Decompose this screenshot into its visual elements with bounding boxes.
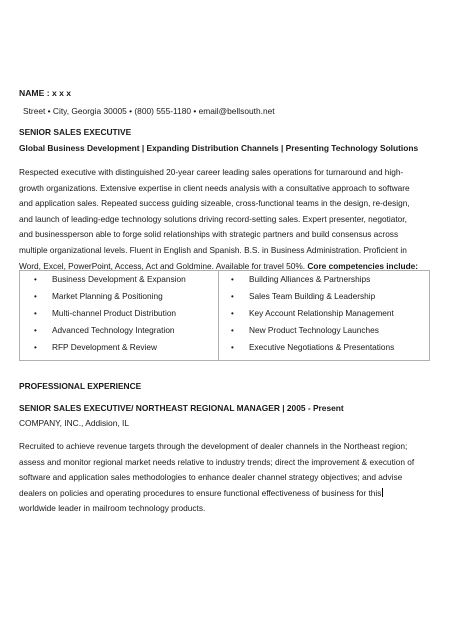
job-line <box>19 486 444 502</box>
experience-heading: PROFESSIONAL EXPERIENCE <box>19 381 142 391</box>
competency-item <box>231 326 394 343</box>
competency-label: Multi-channel Product Distribution <box>52 308 177 318</box>
job-line: worldwide leader in mailroom technology products. <box>19 503 206 514</box>
competency-label: Executive Negotiations & Presentations <box>249 342 395 352</box>
bullet-icon: • <box>34 309 37 318</box>
job-line: assess and monitor regional market needs relative to industry trends; direct the improvement & execution of <box>19 456 415 467</box>
competency-item <box>34 343 186 360</box>
competency-item <box>34 292 186 309</box>
competency-item <box>34 326 186 343</box>
competency-item <box>231 275 394 292</box>
competency-label: RFP Development & Review <box>52 342 157 352</box>
bullet-icon: • <box>231 343 234 352</box>
bullet-icon: • <box>34 326 37 335</box>
competency-label: Business Development & Expansion <box>52 274 186 284</box>
competency-label: Market Planning & Positioning <box>52 291 163 301</box>
job-line-text: dealers on policies and operating procedures to ensure functional effectiveness of business for this <box>19 487 382 498</box>
competency-label: Building Alliances & Partnerships <box>249 274 371 284</box>
job-description <box>19 439 444 517</box>
bullet-icon: • <box>231 275 234 284</box>
competency-item <box>34 275 186 292</box>
candidate-name: NAME : x x x <box>19 88 72 98</box>
competency-label: Key Account Relationship Management <box>249 308 394 318</box>
bullet-icon: • <box>34 343 37 352</box>
competencies-right-column <box>231 275 394 360</box>
bullet-icon: • <box>34 292 37 301</box>
competency-label: Sales Team Building & Leadership <box>249 291 376 301</box>
summary-line: Respected executive with distinguished 20-year career leading sales operations for turnaround and high- <box>19 167 404 177</box>
column-divider <box>218 271 219 360</box>
summary-line-text: Word, Excel, PowerPoint, Access, Act and Goldmine. Available for travel 50%. <box>19 260 308 271</box>
summary-paragraph <box>19 165 444 274</box>
headline: SENIOR SALES EXECUTIVE <box>19 127 132 137</box>
competency-label: Advanced Technology Integration <box>52 325 175 335</box>
summary-line: and businessperson able to forge solid relationships with strategic partners and build consensus across <box>19 229 399 240</box>
competencies-intro: Core competencies include: <box>307 260 419 271</box>
tagline: Global Business Development | Expanding Distribution Channels | Presenting Technology Solutions <box>19 143 419 153</box>
company-name: COMPANY, INC., Addision, IL <box>19 418 129 428</box>
competencies-left-column <box>34 275 186 360</box>
contact-info: Street • City, Georgia 30005 • (800) 555-1180 • email@bellsouth.net <box>23 106 275 116</box>
competency-item <box>231 343 394 360</box>
bullet-icon: • <box>231 309 234 318</box>
bullet-icon: • <box>231 292 234 301</box>
job-title: SENIOR SALES EXECUTIVE/ NORTHEAST REGIONAL MANAGER | 2005 - Present <box>19 403 344 413</box>
summary-line: growth organizations. Extensive expertise in client needs analysis with a consultative approach to software <box>19 182 410 193</box>
bullet-icon: • <box>34 275 37 284</box>
bullet-icon: • <box>231 326 234 335</box>
summary-line: multiple organizational levels. Fluent in English and Spanish. B.S. in Business Administration. Proficient in <box>19 244 407 255</box>
competency-item <box>34 309 186 326</box>
job-line: software and application sales methodologies to enhance dealer channel strategy objectives; and advise <box>19 472 403 483</box>
summary-line: and launch of leading-edge technology solutions driving record-setting sales. Expert presenter, negotiator, <box>19 213 407 224</box>
summary-line: and application sales. Repeated success guiding sizeable, cross-functional teams in the design, re-design, <box>19 198 410 209</box>
text-cursor <box>382 488 383 497</box>
competency-label: New Product Technology Launches <box>249 325 379 335</box>
competency-item <box>231 309 394 326</box>
competency-item <box>231 292 394 309</box>
competencies-table <box>19 270 430 361</box>
job-line: Recruited to achieve revenue targets through the development of dealer channels in the Northeast region; <box>19 441 408 451</box>
